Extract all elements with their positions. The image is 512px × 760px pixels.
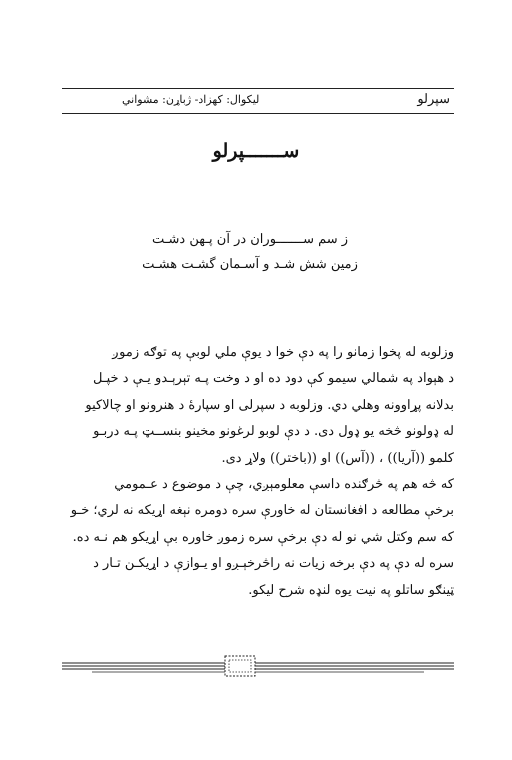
text-line: برخې مطالعه د افغانستان له خاورې سره دومره نېغه اړيکه نه لري؛ خـو xyxy=(70,503,454,519)
header-author-line: ليکوال: کهزاد- ژباړن: مشواني xyxy=(122,93,260,106)
footer-ornament xyxy=(62,654,454,678)
paragraph-1 xyxy=(60,340,454,472)
text-line: سره له دې په دې برخه زيات نه راڅرخېـږو او يـوازې د اړيکـن تـار د xyxy=(93,556,454,572)
text-line: ټينګو ساتلو په نيت يوه لنډه شرح ليکو. xyxy=(248,582,454,598)
text-line: که سم وکتل شي نو له دې برخې سره زموږ خاوره بې اړيکو هم نـه ده. xyxy=(72,529,454,545)
verse-line-1: ز سم ســـــــوران در آن پـهن دشـت xyxy=(151,232,349,247)
text-line: وزلوبه له پخوا زمانو را په دې خوا د يوې ملي لوبې په توګه زموږ xyxy=(112,345,454,360)
text-line: که څه هم په څرګنده داسې معلومېږي، چې د موضوع د عـمومي xyxy=(114,477,454,493)
chapter-title: ســـــــپرلو xyxy=(212,140,300,162)
text-line: کلمو ((آريا)) ، ((آس)) او ((باختر)) ولاړ دی. xyxy=(221,450,454,466)
paragraph-2 xyxy=(60,472,454,604)
body-text xyxy=(60,340,454,604)
text-line: د هېواد په شمالي سيمو کې دود ده او د وخت پـه تېرېـدو يـې د خپـل xyxy=(92,371,454,387)
text-line: بدلانه پړاوونه وهلي دي. وزلوبه د سپرلی او سپارۀ د هنرونو او چالاکيو xyxy=(85,397,454,413)
text-line: له ډولونو څخه يو ډول دی. د دې لوبو لرغونو مخينو بنســټ پـه دربـو xyxy=(93,424,454,440)
verse-line-2: زمين شش شـد و آسـمان گشـت هشـت xyxy=(142,257,358,272)
running-header xyxy=(62,88,454,114)
header-book-title: سپرلو xyxy=(417,92,450,107)
